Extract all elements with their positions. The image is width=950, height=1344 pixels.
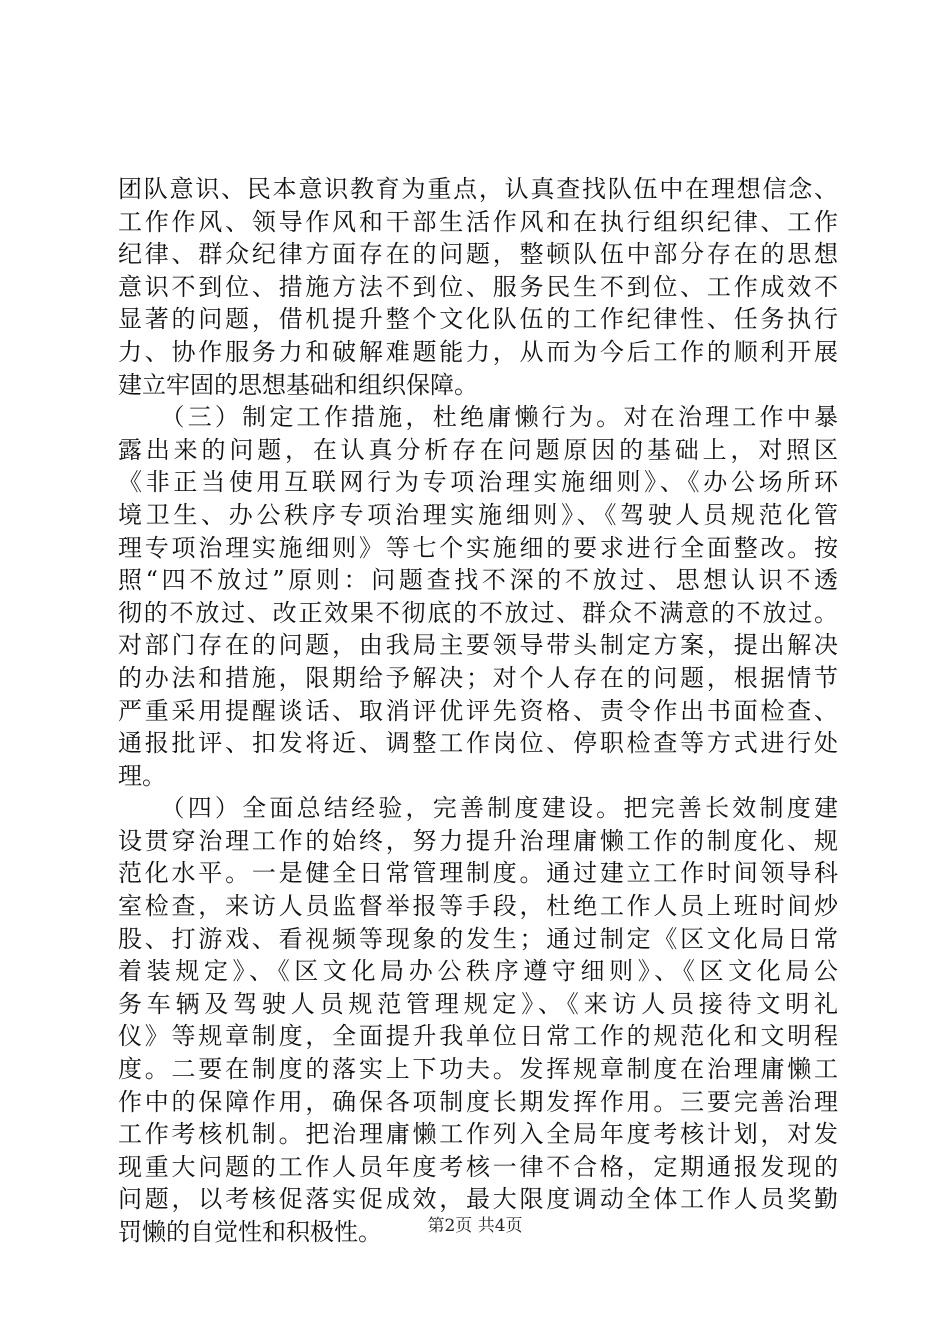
text-line: 彻的不放过、改正效果不彻底的不放过、群众不满意的不放过。 [118,598,838,627]
text-line: 严重采用提醒谈话、取消评优评先资格、责令作出书面检查、 [118,696,838,725]
text-line: 纪律、群众纪律方面存在的问题，整顿队伍中部分存在的思想 [118,240,838,269]
text-line: 工作考核机制。把治理庸懒工作列入全局年度考核计划，对发 [118,1120,838,1149]
text-line: 问题，以考核促落实促成效，最大限度调动全体工作人员奖勤 [118,1185,838,1214]
text-line: 露出来的问题，在认真分析存在问题原因的基础上，对照区 [118,435,838,464]
page-footer [0,1215,950,1237]
page-number-label: 第2页 共4页 [427,1216,523,1236]
text-line: 建立牢固的思想基础和组织保障。 [118,370,478,399]
text-line: 境卫生、办公秩序专项治理实施细则》、《驾驶人员规范化管 [118,500,838,529]
text-line: 的办法和措施，限期给予解决；对个人存在的问题，根据情节 [118,663,838,692]
text-line: 照“四不放过”原则：问题查找不深的不放过、思想认识不透 [118,566,838,595]
text-line: 对部门存在的问题，由我局主要领导带头制定方案，提出解决 [118,631,838,660]
paragraph-three-heading-line: （三）制定工作措施，杜绝庸懒行为。对在治理工作中暴 [118,403,838,432]
text-line: 通报批评、扣发将近、调整工作岗位、停职检查等方式进行处 [118,729,838,758]
paragraph-four-heading-line: （四）全面总结经验，完善制度建设。把完善长效制度建 [118,794,838,823]
text-line: 范化水平。一是健全日常管理制度。通过建立工作时间领导科 [118,859,838,888]
text-line: 室检查，来访人员监督举报等手段，杜绝工作人员上班时间炒 [118,892,838,921]
text-line: 仪》等规章制度，全面提升我单位日常工作的规范化和文明程 [118,1022,838,1051]
text-line: 《非正当使用互联网行为专项治理实施细则》、《办公场所环 [118,468,838,497]
text-line: 设贯穿治理工作的始终，努力提升治理庸懒工作的制度化、规 [118,826,838,855]
text-line: 现重大问题的工作人员年度考核一律不合格，定期通报发现的 [118,1152,838,1181]
text-line: 罚懒的自觉性和积极性。 [118,1218,382,1246]
text-line: 团队意识、民本意识教育为重点，认真查找队伍中在理想信念、 [118,175,838,203]
text-line: 理专项治理实施细则》等七个实施细的要求进行全面整改。按 [118,533,838,562]
text-line: 着装规定》、《区文化局办公秩序遵守细则》、《区文化局公 [118,957,838,986]
text-line: 意识不到位、措施方法不到位、服务民生不到位、工作成效不 [118,272,838,301]
text-line: 理。 [118,761,166,790]
text-line: 股、打游戏、看视频等现象的发生；通过制定《区文化局日常 [118,924,838,953]
text-line: 度。二要在制度的落实上下功夫。发挥规章制度在治理庸懒工 [118,1055,838,1084]
text-line: 显著的问题，借机提升整个文化队伍的工作纪律性、任务执行 [118,305,838,334]
text-line: 作中的保障作用，确保各项制度长期发挥作用。三要完善治理 [118,1087,838,1116]
text-line: 力、协作服务力和破解难题能力，从而为今后工作的顺利开展 [118,337,838,366]
text-line: 务车辆及驾驶人员规范管理规定》、《来访人员接待文明礼 [118,989,838,1018]
text-line: 工作作风、领导作风和干部生活作风和在执行组织纪律、工作 [118,207,838,236]
document-body [118,173,838,1249]
